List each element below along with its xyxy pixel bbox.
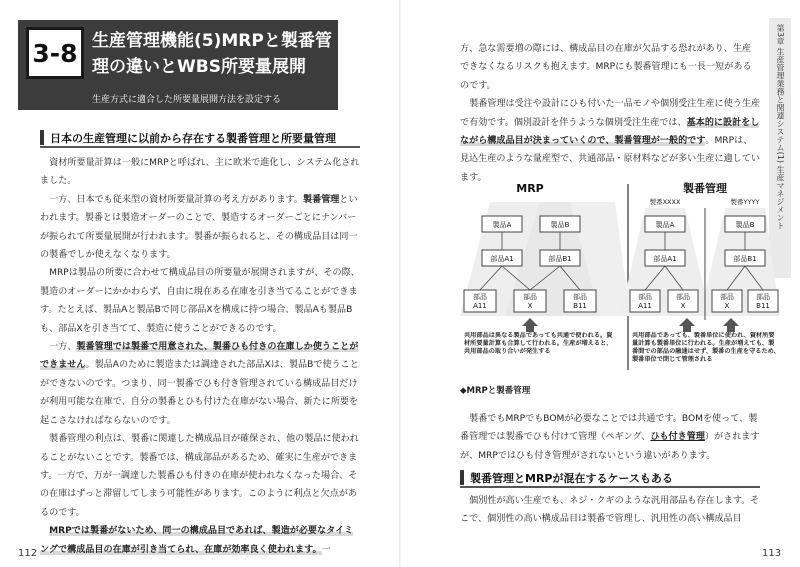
section-heading-text: 日本の生産管理に以前から存在する製番管理と所要量管理 — [50, 132, 336, 145]
paragraph: 個別性が高い生産でも、ネジ・クギのような汎用部品も存在します。そこで、個別性の高い構成品目は製番で管理し、汎用性の高い構成品目 — [460, 496, 760, 525]
paragraph — [40, 191, 362, 265]
paragraph — [460, 95, 760, 187]
seiban-note-text: 共用部品であっても、製番単位に使われ、資材所要量計算も製番単位に行われる。生産が増えても、製番間での部品の融通はせず、製番の生産を守るため、製番単位で閉じて管理される — [632, 332, 780, 363]
heading-bar — [40, 130, 44, 145]
arrow-up-icon — [679, 318, 695, 332]
text-run: 一方、 — [49, 342, 77, 353]
section-heading-text: 製番管理とMRPが混在するケースもある — [470, 472, 673, 485]
chapter-number: 3-8 — [26, 27, 84, 79]
highlighted-text: MRPでは製番がないため、同一の構成品目であれば、製造が必要なタイミングで構成品目の在庫が引き当てられ、在庫が効率良く使われます。 — [40, 526, 354, 555]
paragraph — [40, 338, 362, 430]
arrow-up-icon — [522, 318, 538, 332]
part-b11-label: 部品 B11 — [573, 293, 587, 310]
product-b-label: 製品B — [735, 221, 755, 229]
chapter-title: 生産管理機能(5)MRPと製番管理の違いとWBS所要量展開 — [92, 31, 332, 77]
product-a-label: 製品A — [492, 221, 512, 229]
text-run: 。製品Aのために製造または調達された部品Xは、製品Bで使うことができないのです。つまり、同一製番でひも付き管理されている構成品目だけが利用可能な在庫で、自分の製番とひも付けた在庫がない場合、新たに所要を起こさなければならないのです。 — [40, 360, 359, 426]
part-a1-label: 部品A1 — [653, 255, 677, 263]
paragraph: 資材所要量計算は一般にMRPと呼ばれ、主に欧米で進化し、システム化されました。 — [40, 158, 360, 187]
highlighted-text: 基本的に設計をしながら構成品目が決まっていくので、製番管理が一般的です — [460, 117, 760, 147]
seiban-note — [632, 332, 780, 380]
part-a11-label: 部品 A11 — [638, 293, 652, 310]
text-run: といわれます。製番とは製造オーダーのことで、製造するオーダーごとにナンバーが振られて所要量展開が行われます。製番が振られると、その構成品目は同一の製番でしか使えなくなります。 — [40, 194, 358, 261]
left-body — [40, 154, 362, 559]
mrp-note — [464, 332, 614, 380]
right-body-bottom — [460, 492, 760, 529]
bold-term: 製番管理 — [303, 194, 340, 205]
part-a11-label: 部品 A11 — [473, 293, 487, 310]
paragraph — [40, 522, 362, 559]
section-heading-1 — [40, 128, 360, 148]
paragraph: MRPは製品の所要に合わせて構成品目の所要量が展開されますが、その際、製造のオーダーにかかわらず、自由に現在ある在庫を引き当てることができます。たとえば、製品Aと製品Bで同じ部品Xを構成に持つ場合、製品Aも製品Bも、部品Xを引き当てて、製造に使うことができるのです。 — [40, 268, 360, 334]
part-x-label: 部品 X — [720, 293, 734, 310]
text-run: 製番でもMRPでもBOMが必要なことでは共通です。BOMを使って、製番管理では製番でひも付けて管理（ペギング、 — [460, 414, 758, 443]
highlighted-text: 製番管理では製番で用意された、製番ひも付きの在庫しか使うことができません — [40, 342, 359, 371]
part-x-label: 部品 X — [523, 293, 537, 310]
arrow-up-icon — [723, 318, 739, 332]
chapter-subtitle: 生産方式に適合した所要量展開方法を設定する — [92, 95, 282, 105]
seiban-title: 製番管理 — [683, 182, 727, 195]
text-run: 製番管理は受注や設計にひも付いた一品モノや個別受注生産に使う生産で有効です。個別設計を伴うような個別受注生産では、 — [460, 99, 761, 128]
right-body-mid — [460, 410, 760, 465]
seiban-x-label: 製番XXXX — [649, 198, 681, 206]
text-run: 。MRPは、見込生産のような量産型で、共通部品・原材料などが多い生産に適しています。 — [460, 136, 760, 183]
paragraph: 製番管理の利点は、製番に関連した構成品目が確保され、他の製品に使われることがないことです。製番では、構成部品があるため、確実に生産ができます。一方で、万が一調達した製番ひも付きの在庫が使われなくなった場合、その在庫はずっと滞留してしまう可能性があります。このように利点と欠点があるのです。 — [40, 434, 359, 518]
mrp-vs-seiban-diagram — [460, 180, 780, 380]
diagram-caption: ◆MRPと製番管理 — [460, 386, 531, 396]
paragraph — [460, 410, 760, 465]
part-b1-label: 部品B1 — [733, 255, 757, 263]
text-run: 一 — [321, 544, 331, 555]
product-a-label: 製品A — [655, 221, 675, 229]
right-body-top — [460, 40, 760, 187]
mrp-title: MRP — [516, 182, 544, 195]
product-b-label: 製品B — [550, 221, 570, 229]
part-b11-label: 部品 B11 — [756, 293, 770, 310]
underlined-term: ひも付き管理 — [650, 432, 705, 443]
part-x-label: 部品 X — [676, 293, 690, 310]
part-b1-label: 部品B1 — [548, 255, 572, 263]
part-a1-label: 部品A1 — [490, 255, 514, 263]
heading-bar — [460, 470, 464, 485]
text-run: 一方、日本でも従来型の資材所要量計算の考え方があります。 — [49, 194, 303, 205]
side-tab-text: 第3章 生産管理業務と関連システム(1) 生産マネジメント — [776, 24, 785, 230]
section-heading-2 — [460, 468, 760, 488]
paragraph: 方、急な需要増の際には、構成品目の在庫が欠品する恐れがあり、生産できなくなるリスクも抱えます。MRPにも製番管理にも一長一短があるのです。 — [460, 44, 752, 91]
mrp-note-text: 共用部品は異なる製品であっても共通で使われる。資材所要量計算も合算して行われる。生産が増えると、共用部品の取り合いが発生する — [464, 332, 613, 355]
page-number-right: 113 — [762, 548, 782, 559]
page-number-left: 112 — [18, 548, 38, 559]
text-run: ）がされますが、MRPではひも付き管理がされないという違いがあります。 — [460, 432, 760, 461]
seiban-y-label: 製番YYYY — [730, 198, 760, 206]
